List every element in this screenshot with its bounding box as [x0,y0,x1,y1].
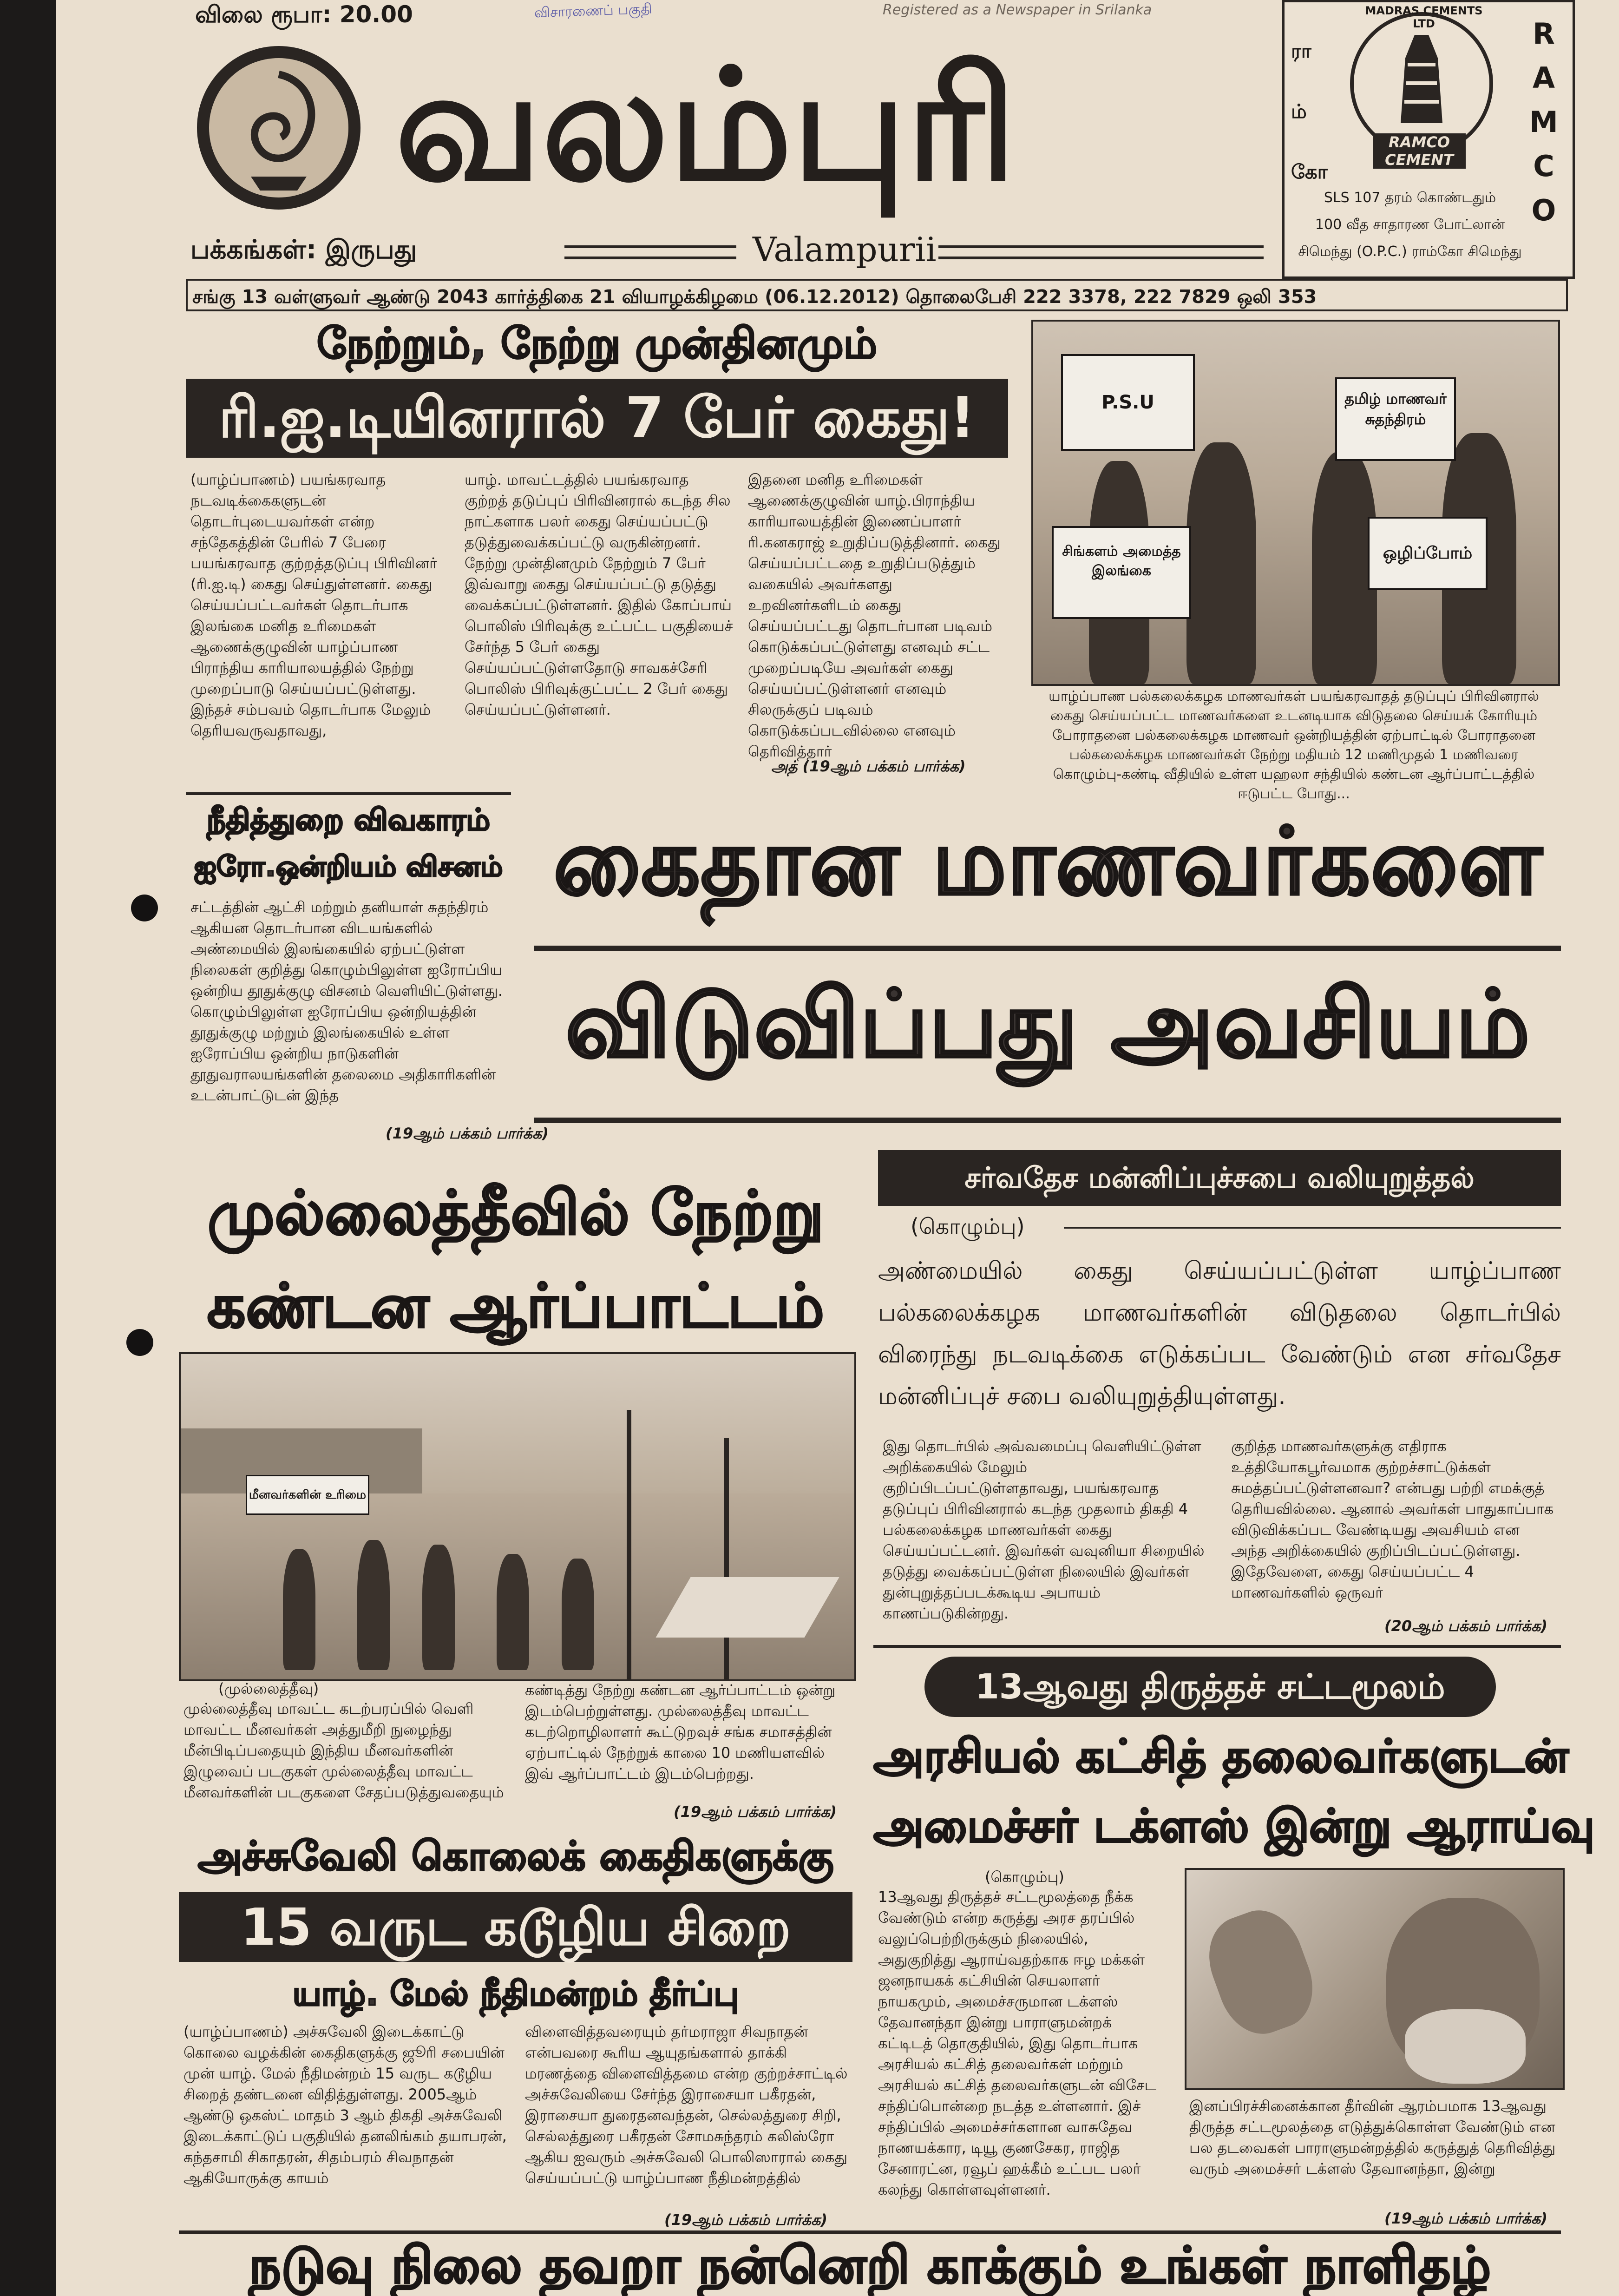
story2-body: சட்டத்தின் ஆட்சி மற்றும் தனியாள் சுதந்திரம் ஆகியன தொடர்பான விடயங்களில் அண்மையில் இலங்கையில் ஏற்பட்டுள்ள நிலைகள் குறித்து கொழும்பிலுள்ள ஐரோப்பிய ஒன்றிய தூதுக்குழு விசனம் வெளியிட்டுள்ளது. கொழும்பிலுள்ள ஐரோப்பிய ஒன்றியத்தின் தூதுக்குழு மற்றும் இலங்கையில் உள்ள ஐரோப்பிய ஒன்றிய நாடுகளின் தூதுவராலயங்களின் தலைமை அதிகாரிகளின் உடன்பாட்டுடன் இந்த [190,898,503,1104]
story3-rule [1064,1227,1561,1229]
story5-jump: (19ஆம் பக்கம் பார்க்க) [664,2211,827,2229]
footer-rule [179,2230,1561,2234]
story4-column-1: முல்லைத்தீவு மாவட்ட கடற்பரப்பில் வெளி மாவட்ட மீனவர்கள் அத்துமீறி நுழைந்து மீன்பிடிப்பதையும் இந்திய மீனவர்களின் இழுவைப் படகுகள் முல்லைத்தீவு மாவட்ட மீனவர்களின் படகுகளை சேதப்படுத்துவதையும் [184,1700,504,1801]
ad-letter: A [1533,61,1555,95]
story6-headline-1: அரசியல் கட்சித் தலைவர்களுடன் [873,1730,1569,1783]
ad-letter: R [1533,17,1555,51]
story6-headline-2: அமைச்சர் டக்ளஸ் இன்று ஆராய்வு [873,1800,1595,1853]
protest-sign: தமிழ் மாணவர் சுதந்திரம் [1335,377,1456,461]
mullaitivu-protest-photo [179,1352,856,1681]
scan-background [0,0,56,2296]
protest-photo-caption: யாழ்ப்பாண பல்கலைக்கழக மாணவர்கள் பயங்கரவாதத் தடுப்புப் பிரிவினரால் கைது செய்யப்பட்ட மாணவர்களை உடனடியாக விடுதலை செய்யக் கோரியும் போராதனை பல்கலைக்கழக மாணவர் ஒன்றியத்தின் ஏற்பாட்டில் போராதனை பல்கலைக்கழக மாணவர்கள் நேற்று மதியம் 12 மணிமுதல் 1 மணிவரை கொழும்பு-கண்டி வீதியில் உள்ள யஹலா சந்தியில் கண்டன ஆர்ப்பாட்டத்தில் ஈடுபட்ட போது... [1049,688,1539,802]
minister-photo-caption: இனப்பிரச்சினைக்கான தீர்வின் ஆரம்பமாக 13ஆவது திருத்த சட்டமூலத்தை எடுத்துக்கொள்ள வேண்டும் என பல தடவைகள் பாராளுமன்றத்தில் கருத்துத் தெரிவித்து வரும் அமைச்சர் டக்ளஸ் தேவானந்தா, இன்று [1189,2097,1556,2178]
story4-headline-1: முல்லைத்தீவில் நேற்று [207,1178,824,1248]
issue-dateline: சங்கு 13 வள்ளுவர் ஆண்டு 2043 கார்த்திகை 21 வியாழக்கிழமை (06.12.2012) தொலைபேசி 222 3378, 222 7829 ஒலி 353 [186,279,1568,311]
protest-sign: ஒழிப்போம் [1368,517,1488,590]
ad-text [1294,184,1526,265]
story4-headline-2: கண்டன ஆர்ப்பாட்டம் [207,1270,825,1341]
story5-headline: 15 வருட கடூழிய சிறை [179,1892,852,1962]
ad-letters-left [1291,21,1328,202]
ad-line: SLS 107 தரம் கொண்டதும் [1324,190,1496,206]
story1-jump: அத் (19ஆம் பக்கம் பார்க்க) [771,757,966,775]
story2-kicker: நீதித்துறை விவகாரம் [206,803,491,837]
story5-column-2: விளைவித்தவரையும் தர்மராஜா சிவநாதன் என்பவரை கூரிய ஆயுதங்களால் தாக்கி மரணத்தை விளைவித்தமை என்ற குற்றச்சாட்டில் அச்சுவேலியை சேர்ந்த இராசையா பகீரதன், இராசையா துரைதனவந்தன், செல்லத்துரை சிறி, செல்லத்துரை பகீரதன் சோமசுந்தரம் கலிஸ்ரோ ஆகிய ஐவரும் அச்சுவேலி பொலிஸாரால் கைது செய்யப்பட்டு யாழ்ப்பாண நீதிமன்றத்தில் [525,2023,848,2187]
story1-column-2: யாழ். மாவட்டத்தில் பயங்கரவாத குற்றத் தடுப்புப் பிரிவினரால் கடந்த சில நாட்களாக பலர் கைது செய்யப்பட்டு தடுத்துவைக்கப்பட்டு வருகின்றனர். நேற்று முன்தினமும் நேற்றும் 7 பேர் இவ்வாறு கைது செய்யப்பட்டு தடுத்து வைக்கப்பட்டுள்ளனர். இதில் கோப்பாய் பொலிஸ் பிரிவுக்கு உட்பட்ட பகுதியைச் சேர்ந்த 5 பேர் கைது செய்யப்பட்டுள்ளதோடு சாவகச்சேரி பொலிஸ் பிரிவுக்குட்பட்ட 2 பேர் கைது செய்யப்பட்டுள்ளனர். [465,471,733,718]
ad-letter: ம் [1291,100,1307,123]
section-rule [186,792,511,795]
story6-jump: (19ஆம் பக்கம் பார்க்க) [1384,2210,1547,2227]
lead-rule [534,946,1561,951]
punch-hole-icon [126,1329,153,1356]
story1-column-1: (யாழ்ப்பாணம்) பயங்கரவாத நடவடிக்கைகளுடன் தொடர்புடையவர்கள் என்ற சந்தேகத்தின் பேரில் 7 பேரை பயங்கரவாத குற்றத்தடுப்பு பிரிவினர் (ரி.ஐ.டி) கைது செய்துள்ளனர். கைது செய்யப்பட்டவர்கள் தொடர்பாக இலங்கை மனித உரிமைகள் ஆணைக்குழுவின் யாழ்ப்பாண பிராந்திய காரியாலயத்தில் நேற்று முறைப்பாடு செய்யப்பட்டுள்ளது. இந்தச் சம்பவம் தொடர்பாக மேலும் தெரியவருவதாவது, [190,471,437,739]
protest-photo [1031,320,1560,686]
story5-subhead: யாழ். மேல் நீதிமன்றம் தீர்ப்பு [292,1974,739,2013]
story6-kicker: 13ஆவது திருத்தச் சட்டமூலம் [924,1657,1496,1717]
story4-column-2: கண்டித்து நேற்று கண்டன ஆர்ப்பாட்டம் ஒன்று இடம்பெற்றுள்ளது. முல்லைத்தீவு மாவட்ட கடற்றொழிலாளர் கூட்டுறவுச் சங்க சமாசத்தின் ஏற்பாட்டில் நேற்றுக் காலை 10 மணியளவில் இவ் ஆர்ப்பாட்டம் இடம்பெற்றது. [525,1681,836,1783]
story1-column-3: இதனை மனித உரிமைகள் ஆணைக்குழுவின் யாழ்.பிராந்திய காரியாலயத்தின் இணைப்பாளர் ரி.கனகராஜ் உறுதிப்படுத்தினார். கைது செய்யப்பட்டதை உறுதிப்படுத்தும் வகையில் அவர்களது உறவினர்களிடம் கைது செய்யப்பட்டது தொடர்பான படிவம் கொடுக்கப்பட்டுள்ளது எனவும் சட்ட முறைப்படியே அவர்கள் கைது செய்யப்பட்டுள்ளனர் எனவும் சிலருக்குப் படிவம் கொடுக்கப்படவில்லை எனவும் தெரிவித்தார் [748,471,1001,760]
footer-slogan: நடுவு நிலை தவறா நன்னெறி காக்கும் உங்கள் நாளிதழ் [249,2237,1491,2295]
story3-dateline: (கொழும்பு) [911,1214,1025,1239]
price-label: விலை ரூபா: 20.00 [195,1,413,28]
ad-letters-right [1521,12,1566,232]
masthead-title: வலம்புரி [395,36,1017,215]
ramco-cement-ad [1282,0,1575,279]
ad-letter: C [1533,149,1554,183]
protest-sign: சிங்களம் அமைத்த இலங்கை [1052,526,1191,619]
ink-stamp: விசாரணைப் பகுதி [534,0,653,21]
story2-headline: ஐரோ.ஒன்றியம் விசனம் [194,850,503,883]
ad-brand-ring: MADRAS CEMENTS LTD [1365,4,1483,30]
ad-letter: ரா [1291,39,1311,62]
story5-column-1: (யாழ்ப்பாணம்) அச்சுவேலி இடைக்காட்டு கொலை வழக்கின் கைதிகளுக்கு ஜூரி சபையின் முன் யாழ். மேல் நீதிமன்றம் 15 வருட கடூழிய சிறைத் தண்டனை விதித்துள்ளது. 2005ஆம் ஆண்டு ஒகஸ்ட் மாதம் 3 ஆம் திகதி அச்சுவேலி இடைக்காட்டுப் பகுதியில் தனலிங்கம் தயாபரன், கந்தசாமி சிகாதரன், சிதம்பரம் சிவநாதன் ஆகியோருக்கு காயம் [184,2023,507,2187]
story5-kicker: அச்சுவேலி கொலைக் கைதிகளுக்கு [197,1833,834,1880]
title-rule [938,257,1264,259]
conch-emblem-icon [195,37,362,218]
lead-headline-2: விடுவிப்பது அவசியம் [565,970,1530,1079]
story3-intro: அண்மையில் கைது செய்யப்பட்டுள்ள யாழ்ப்பாண பல்கலைக்கழக மாணவர்களின் விடுதலை தொடர்பில் விரைந்து நடவடிக்கை எடுக்கப்பட வேண்டும் என சர்வதேச மன்னிப்புச் சபை வலியுறுத்தியுள்ளது. [878,1257,1561,1410]
story3-column-2: குறித்த மாணவர்களுக்கு எதிராக உத்தியோகபூர்வமாக குற்றச்சாட்டுக்கள் சுமத்தப்பட்டுள்ளனவா? என்பது பற்றி எமக்குத் தெரியவில்லை. ஆனால் அவர்கள் பாதுகாப்பாக விடுவிக்கப்பட வேண்டியது அவசியம் என அந்த அறிக்கையில் குறிப்பிடப்பட்டுள்ளது. இதேவேளை, கைது செய்யப்பட்ட 4 மாணவர்களில் ஒருவர் [1231,1437,1554,1601]
title-rule [938,245,1264,248]
title-rule [564,257,736,259]
punch-hole-icon [131,895,158,921]
story3-column-1: இது தொடர்பில் அவ்வமைப்பு வெளியிட்டுள்ள அறிக்கையில் மேலும் குறிப்பிடப்பட்டுள்ளதாவது, பயங்கரவாத தடுப்புப் பிரிவினரால் கடந்த முதலாம் திகதி 4 பல்கலைக்கழக மாணவர்கள் கைது செய்யப்பட்டனர். இவர்கள் வவுனியா சிறையில் தடுத்து வைக்கப்பட்டுள்ள நிலையில் இவர்கள் துன்புறுத்தப்படக்கூடிய அபாயம் காணப்படுகின்றது. [883,1437,1205,1622]
story4-dateline: (முல்லைத்தீவு) [218,1680,319,1697]
title-rule [564,245,736,248]
masthead-english-title: Valampurii [753,230,937,269]
lead-rule [534,1118,1561,1123]
section-rule [873,1645,1561,1648]
story3-kicker: சர்வதேச மன்னிப்புச்சபை வலியுறுத்தல் [878,1150,1561,1206]
ad-letter: கோ [1291,160,1328,183]
minister-portrait-photo [1185,1868,1565,2090]
story6-dateline: (கொழும்பு) [985,1868,1064,1886]
ad-line: சிமெந்து (O.P.C.) ராம்கோ சிமெந்து [1298,243,1522,260]
story2-jump: (19ஆம் பக்கம் பார்க்க) [386,1125,549,1142]
story1-headline: ரி.ஐ.டியினரால் 7 பேர் கைது! [186,379,1008,458]
story4-jump: (19ஆம் பக்கம் பார்க்க) [674,1803,837,1821]
registration-note: Registered as a Newspaper in Srilanka [883,2,1152,18]
protest-sign: P.S.U [1061,354,1195,451]
story1-kicker: நேற்றும், நேற்று முன்தினமும் [316,319,878,368]
ad-letter: M [1529,105,1558,139]
lead-headline-1: கைதான மாணவர்களை [553,808,1542,916]
story6-body: 13ஆவது திருத்தச் சட்டமூலத்தை நீக்க வேண்டும் என்ற கருத்து அரச தரப்பில் வலுப்பெற்றிருக்கும் நிலையில், அதுகுறித்து ஆராய்வதற்காக ஈழ மக்கள் ஜனநாயகக் கட்சியின் செயலாளர் நாயகமும், அமைச்சருமான டக்ளஸ் தேவானந்தா இன்று பாராளுமன்றக் கட்டிடத் தொகுதியில், இது தொடர்பாக அரசியல் கட்சித் தலைவர்கள் மற்றும் அரசியல் கட்சித் தலைவர்களுடன் விசேட சந்திப்பொன்றை நடத்த உள்ளனார். இச் சந்திப்பில் அமைச்சர்களான வாசுதேவ நாணயக்கார, டியூ குணசேகர, ராஜித சேனாரட்ன, ரவூப் ஹக்கீம் உட்பட பலர் கலந்து கொள்ளவுள்ளனர். [878,1888,1157,2198]
story3-jump: (20ஆம் பக்கம் பார்க்க) [1384,1617,1547,1635]
ad-letter: O [1531,193,1556,227]
ad-line: 100 வீத சாதாரண போட்லான் [1315,217,1505,233]
ad-brand: RAMCO CEMENT [1373,133,1466,169]
protest-banner: மீனவர்களின் உரிமை [246,1475,369,1515]
page-count: பக்கங்கள்: இருபது [190,235,417,265]
